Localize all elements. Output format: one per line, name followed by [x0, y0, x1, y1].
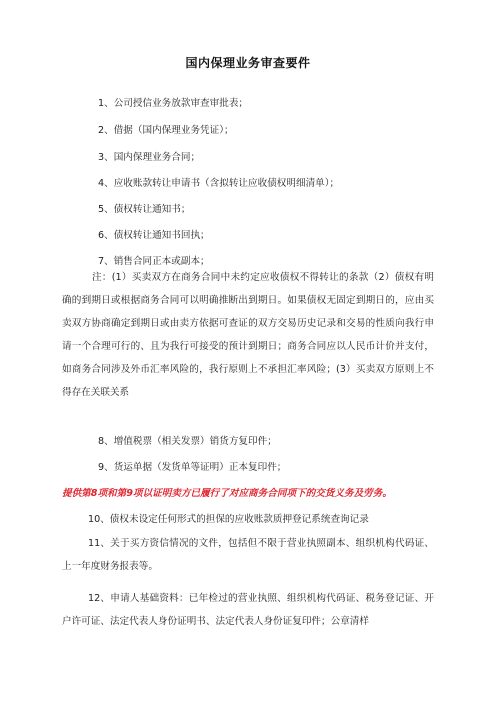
- list-item: 2、借据（国内保理业务凭证）；: [98, 125, 234, 136]
- list-item: 8、增值税票（相关发票）销货方复印件；: [98, 436, 277, 447]
- list-item: 9、货运单据（发货单等证明）正本复印件；: [98, 462, 287, 473]
- list-item: 5、债权转让通知书；: [98, 204, 191, 215]
- list-item: 11、关于买方资信情况的文件，包括但不限于营业执照副本、组织机构代码证、上一年度财务报表等。: [62, 538, 434, 572]
- document-title: 国内保理业务审查要件: [185, 56, 311, 70]
- list-item: 4、应收账款转让申请书（含拟转让应收债权明细清单）；: [98, 178, 340, 189]
- list-item: 7、销售合同正本或副本；: [98, 256, 210, 267]
- list-item: 10、债权未设定任何形式的担保的应收账款质押登记系统查询记录: [88, 514, 369, 525]
- list-item: 12、申请人基础资料：已年检过的营业执照、组织机构代码证、税务登记证、开户许可证、法定代表人身份证明书、法定代表人身份证复印件；公章清样: [62, 593, 434, 627]
- note-paragraph: 注：(1）买卖双方在商务合同中未约定应收债权不得转让的条款（2）债权有明确的到期日或根据商务合同可以明确推断出到期日。如果债权无固定到期日的，应由买卖双方协商确定到期日或由卖方依据可查证的双方交易历史记录和交易的性质向我行申请一个合理可行的、且为我行可接受的预计到期日；商务合同应以人民币计价并支付，如商务合同涉及外币汇率风险的，我行原则上不承担汇率风险；(3）买卖双方原则上不得存在关联关系: [62, 272, 434, 398]
- list-item: 1、公司授信业务放款审查审批表；: [98, 98, 249, 109]
- list-item: 6、债权转让通知书回执；: [98, 230, 210, 241]
- highlight-note: 提供第8项和第9项以证明卖方已履行了对应商务合同项下的交货义务及劳务。: [62, 488, 392, 499]
- list-item: 3、国内保理业务合同；: [98, 152, 201, 163]
